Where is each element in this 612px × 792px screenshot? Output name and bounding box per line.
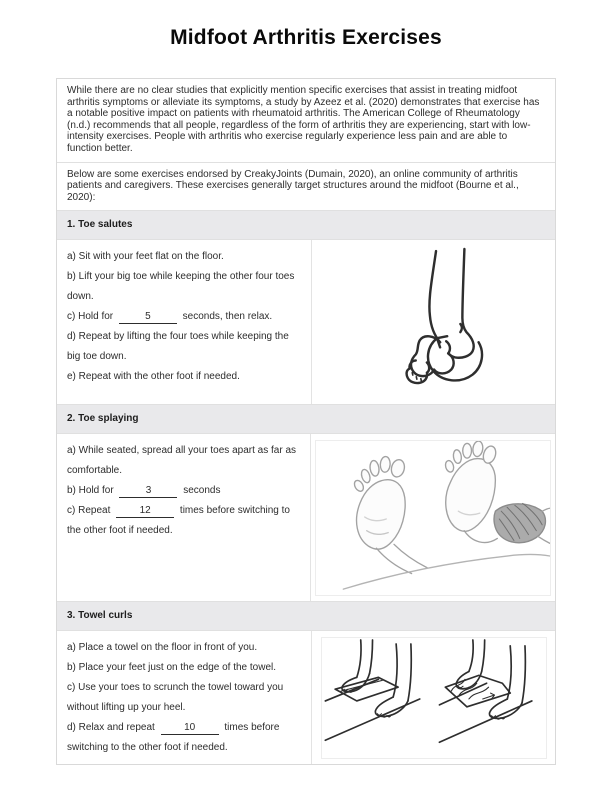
- exercise-step: [67, 307, 301, 327]
- exercise-1-title: 1. Toe salutes: [67, 219, 133, 231]
- exercise-step: [67, 367, 301, 387]
- step-text: c) Use your toes to scrunch the towel toward you without lifting up your heel.: [67, 682, 284, 714]
- exercise-1-content: [57, 239, 555, 404]
- step-text: a) Place a towel on the floor in front of you.: [67, 642, 258, 654]
- exercise-3-figure: [312, 631, 555, 764]
- intro-paragraph: While there are no clear studies that explicitly mention specific exercises that assist in treating midfoot arthritis symptoms or alleviate its symptoms, a study by Azeez et al. (2020) demonstrates that exercise has a notable positive impact on patients with rheumatoid arthritis. The American College of Rheumatology (n.d.) recommends that all people, regardless of the form of arthritis they are experiencing, start with low-intensity exercises. People with arthritis who exercise regularly experience less pain and are able to function better.: [67, 85, 540, 154]
- step-text: c) Repeat: [67, 505, 114, 517]
- exercise-3-steps: [57, 631, 312, 764]
- exercise-step: [67, 638, 301, 658]
- exercise-step: [67, 658, 301, 678]
- exercise-2-figure: [311, 434, 555, 601]
- intro-paragraph-row: [57, 79, 555, 162]
- step-text: a) While seated, spread all your toes apart as far as comfortable.: [67, 445, 297, 477]
- step-text: d) Repeat by lifting the four toes while keeping the big toe down.: [67, 331, 289, 363]
- exercise-step: [67, 247, 301, 267]
- step-text: b) Place your feet just on the edge of the towel.: [67, 662, 277, 674]
- exercise-step: [67, 678, 301, 718]
- exercise-list-intro: Below are some exercises endorsed by CreakyJoints (Dumain, 2020), an online community of arthritis patients and caregivers. These exercises generally target structures around the midfoot (Bourne et al., 2020):: [67, 168, 519, 203]
- step-text: e) Repeat with the other foot if needed.: [67, 371, 240, 383]
- towel-curls-illustration: [322, 638, 546, 758]
- step-text: times before switching to the other foot if needed.: [67, 722, 280, 754]
- exercise-step: [67, 327, 301, 367]
- step-text: times before switching to the other foot if needed.: [67, 505, 290, 537]
- exercise-3-content: [57, 630, 555, 764]
- document-title: Midfoot Arthritis Exercises: [170, 26, 442, 49]
- exercise-step: [67, 501, 300, 541]
- step-text: b) Lift your big toe while keeping the other four toes down.: [67, 271, 295, 303]
- step-text: b) Hold for: [67, 485, 117, 497]
- blank-field[interactable]: 5: [119, 311, 177, 324]
- exercise-3-header: [57, 601, 555, 630]
- exercise-1-header: [57, 210, 555, 239]
- exercise-2-steps: [57, 434, 311, 601]
- toe-salutes-illustration: [373, 247, 495, 397]
- exercise-1-figure: [312, 240, 555, 404]
- exercise-2-content: [57, 433, 555, 601]
- step-text: d) Relax and repeat: [67, 722, 158, 734]
- exercise-step: [67, 267, 301, 307]
- exercise-1-steps: [57, 240, 312, 404]
- exercise-step: [67, 718, 301, 758]
- exercise-3-title: 3. Towel curls: [67, 610, 133, 622]
- content-table: [56, 78, 556, 765]
- exercise-2-title: 2. Toe splaying: [67, 413, 139, 425]
- exercise-step: [67, 481, 300, 501]
- step-text: seconds: [180, 485, 221, 497]
- exercise-2-header: [57, 404, 555, 433]
- step-text: a) Sit with your feet flat on the floor.: [67, 251, 224, 263]
- exercise-step: [67, 441, 300, 481]
- blank-field[interactable]: 3: [119, 485, 177, 498]
- step-text: seconds, then relax.: [179, 311, 273, 323]
- toe-splaying-illustration: [316, 441, 550, 595]
- step-text: c) Hold for: [67, 311, 116, 323]
- blank-field[interactable]: 12: [116, 505, 174, 518]
- blank-field[interactable]: 10: [161, 722, 219, 735]
- exercise-list-intro-row: [57, 162, 555, 211]
